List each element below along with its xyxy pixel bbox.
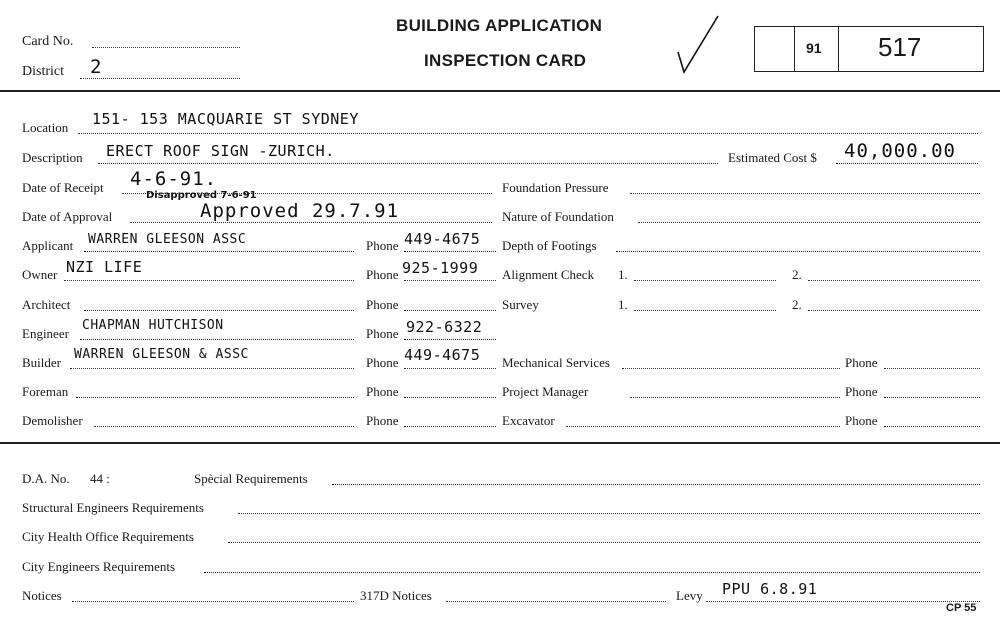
date-approval-label: Date of Approval [22,209,113,224]
notices-317d-field[interactable] [446,601,666,602]
estimated-cost-label: Estimated Cost $ [728,150,817,165]
architect-field[interactable] [84,310,354,311]
demolisher-phone-label: Phone [366,413,399,428]
district-value: 2 [90,56,103,78]
date-receipt-value: 4-6-91. [130,168,218,190]
mechanical-phone-field[interactable] [884,368,980,369]
form-subtitle: INSPECTION CARD [424,51,587,70]
builder-label: Builder [22,355,61,370]
form-title: BUILDING APPLICATION [396,16,603,35]
notices-field[interactable] [72,601,354,602]
alignment-1-label: 1. [618,267,628,282]
applicant-field[interactable] [84,251,354,252]
description-value: ERECT ROOF SIGN -ZURICH. [106,142,335,160]
engineer-value: CHAPMAN HUTCHISON [82,318,224,333]
architect-phone-label: Phone [366,297,399,312]
foreman-phone-field[interactable] [404,397,496,398]
date-approval-field[interactable] [130,222,492,223]
demolisher-field[interactable] [94,426,354,427]
notices-label: Notices [22,588,62,603]
form-code: CP 55 [946,602,977,614]
project-manager-field[interactable] [630,397,840,398]
owner-label: Owner [22,267,58,282]
location-field[interactable] [78,133,978,134]
owner-phone-value: 925-1999 [402,259,479,277]
foreman-phone-label: Phone [366,384,399,399]
divider-top [0,90,1000,92]
depth-footings-label: Depth of Footings [502,238,597,253]
survey-1-field[interactable] [634,310,776,311]
box-divider [794,26,795,72]
architect-phone-field[interactable] [404,310,496,311]
owner-phone-label: Phone [366,267,399,282]
city-eng-req-field[interactable] [204,572,980,573]
engineer-field[interactable] [80,339,354,340]
architect-label: Architect [22,297,71,312]
excavator-field[interactable] [566,426,840,427]
owner-value: NZI LIFE [66,258,143,276]
survey-label: Survey [502,297,539,312]
applicant-value: WARREN GLEESON ASSC [88,232,247,247]
district-label: District [22,64,64,79]
alignment-2-label: 2. [792,267,802,282]
project-manager-label: Project Manager [502,384,589,399]
levy-field[interactable] [706,601,980,602]
foreman-field[interactable] [76,397,354,398]
project-manager-phone-field[interactable] [884,397,980,398]
builder-phone-field[interactable] [404,368,496,369]
applicant-phone-field[interactable] [404,251,496,252]
owner-phone-field[interactable] [404,280,496,281]
card-no-label: Card No. [22,34,74,49]
applicant-label: Applicant [22,238,74,253]
special-req-field[interactable] [332,484,980,485]
da-no-value: 44 : [90,471,110,486]
card-no-field[interactable] [92,47,240,48]
description-label: Description [22,150,83,165]
demolisher-label: Demolisher [22,413,83,428]
excavator-label: Excavator [502,413,555,428]
district-field[interactable] [80,78,240,79]
description-field[interactable] [98,163,718,164]
divider-middle [0,442,1000,444]
foundation-pressure-field[interactable] [630,193,980,194]
demolisher-phone-field[interactable] [404,426,496,427]
card-number-box [754,26,984,72]
city-eng-req-label: City Engineers Requirements [22,559,176,574]
estimated-cost-value: 40,000.00 [844,140,956,162]
date-approval-note: Disapproved 7-6-91 [146,190,257,201]
mechanical-field[interactable] [622,368,840,369]
survey-1-label: 1. [618,297,628,312]
checkmark-icon [660,8,730,78]
special-req-label: Spècial Requirements [194,471,308,486]
location-value: 151- 153 MACQUARIE ST SYDNEY [92,110,359,128]
engineer-phone-value: 922-6322 [406,318,483,336]
da-no-label: D.A. No. [22,471,70,486]
health-req-field[interactable] [228,542,980,543]
alignment-check-label: Alignment Check [502,267,595,282]
survey-2-label: 2. [792,297,802,312]
date-receipt-label: Date of Receipt [22,180,104,195]
engineer-label: Engineer [22,326,69,341]
excavator-phone-label: Phone [845,413,878,428]
excavator-phone-field[interactable] [884,426,980,427]
levy-label: Levy [676,588,703,603]
mechanical-label: Mechanical Services [502,355,610,370]
nature-foundation-field[interactable] [638,222,980,223]
builder-value: WARREN GLEESON & ASSC [74,347,249,362]
foundation-pressure-label: Foundation Pressure [502,180,609,195]
survey-2-field[interactable] [808,310,980,311]
foreman-label: Foreman [22,384,69,399]
card-number: 517 [878,32,922,62]
engineer-phone-label: Phone [366,326,399,341]
depth-footings-field[interactable] [616,251,980,252]
nature-foundation-label: Nature of Foundation [502,209,614,224]
date-approval-value: Approved 29.7.91 [200,200,400,222]
applicant-phone-value: 449-4675 [404,230,481,248]
builder-phone-label: Phone [366,355,399,370]
location-label: Location [22,120,69,135]
estimated-cost-field[interactable] [836,163,978,164]
alignment-2-field[interactable] [808,280,980,281]
mechanical-phone-label: Phone [845,355,878,370]
applicant-phone-label: Phone [366,238,399,253]
builder-phone-value: 449-4675 [404,346,481,364]
notices-317d-label: 317D Notices [360,588,432,603]
structural-req-field[interactable] [238,513,980,514]
health-req-label: City Health Office Requirements [22,529,194,544]
engineer-phone-field[interactable] [404,339,496,340]
builder-field[interactable] [70,368,354,369]
card-year: 91 [806,40,822,56]
levy-value: PPU 6.8.91 [722,580,818,598]
box-divider [838,26,839,72]
structural-req-label: Structural Engineers Requirements [22,500,204,515]
alignment-1-field[interactable] [634,280,776,281]
owner-field[interactable] [64,280,354,281]
project-manager-phone-label: Phone [845,384,878,399]
